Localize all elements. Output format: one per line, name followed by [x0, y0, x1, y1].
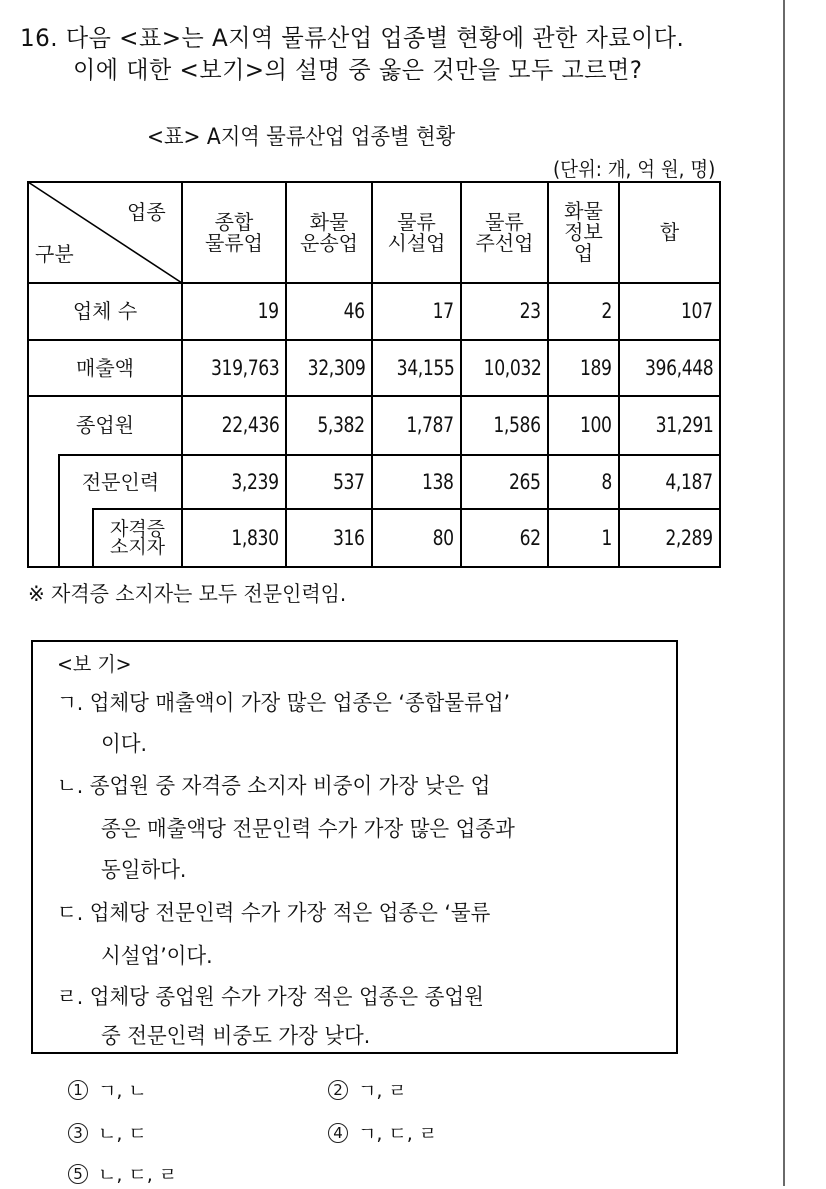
- row-label-professionals: 전문인력: [81, 469, 160, 494]
- cell: 22,436: [221, 413, 279, 438]
- question-number: 16.: [20, 24, 59, 52]
- cell: 2: [601, 299, 612, 324]
- row-label-certified: 자격증 소지자: [109, 517, 166, 558]
- choice-1[interactable]: [68, 1076, 147, 1103]
- col-header-freight-info: 화물 정보 업: [564, 199, 603, 265]
- bogi-statement-b-line1: ㄴ. 종업원 중 자격증 소지자 비중이 가장 낮은 업: [57, 774, 491, 799]
- cell: 537: [333, 469, 365, 494]
- table-footnote: ※ 자격증 소지자는 모두 전문인력임.: [28, 582, 347, 606]
- bogi-statement-b-line3: 동일하다.: [101, 858, 187, 883]
- cell: 138: [422, 469, 454, 494]
- choice-5[interactable]: [68, 1160, 177, 1187]
- cell: 32,309: [307, 355, 365, 380]
- col-header-freight-transport: 화물 운송업: [300, 209, 358, 255]
- bogi-statement-c-line2: 시설업’이다.: [101, 944, 213, 969]
- table-unit: (단위: 개, 억 원, 명): [553, 157, 716, 181]
- bogi-title: <보 기>: [57, 652, 132, 676]
- choice-text: ㄱ, ㄴ: [98, 1080, 147, 1102]
- cell: 23: [519, 299, 541, 324]
- cell: 1: [601, 525, 612, 550]
- bogi-statement-d-line2: 중 전문인력 비중도 가장 낮다.: [101, 1024, 371, 1049]
- choice-text: ㄴ, ㄷ: [98, 1123, 147, 1145]
- table-border-right: [719, 181, 721, 568]
- cell: 31,291: [655, 413, 713, 438]
- cell: 316: [333, 525, 365, 550]
- cell: 8: [601, 469, 612, 494]
- choice-number-icon: 5: [68, 1164, 88, 1184]
- question-stem-line1: [20, 18, 684, 53]
- cell: 5,382: [317, 413, 365, 438]
- col-header-logistics-forwarding: 물류 주선업: [475, 209, 534, 255]
- bogi-statement-c-line1: ㄷ. 업체당 전문인력 수가 가장 적은 업종은 ‘물류: [57, 901, 491, 926]
- bogi-statement-a-line1: ㄱ. 업체당 매출액이 가장 많은 업종은 ‘종합물류업’: [57, 691, 511, 716]
- choice-text: ㄱ, ㄷ, ㄹ: [358, 1123, 438, 1145]
- table-border-bottom: [27, 566, 721, 568]
- col-header-total: 합: [659, 220, 680, 244]
- data-table: [27, 181, 720, 567]
- cell: 396,448: [644, 355, 713, 380]
- col-header-logistics-facility: 물류 시설업: [387, 209, 446, 255]
- column-divider: [783, 0, 785, 1186]
- cell: 19: [257, 299, 279, 324]
- question-text-1: 다음 <표>는 A지역 물류산업 업종별 현황에 관한 자료이다.: [65, 24, 685, 52]
- row-label-companies: 업체 수: [72, 299, 138, 323]
- cell: 189: [580, 355, 612, 380]
- corner-label-category: 구분: [35, 241, 74, 266]
- corner-label-industry: 업종: [127, 199, 166, 224]
- choice-number-icon: 2: [328, 1080, 348, 1100]
- cell: 1,586: [493, 413, 541, 438]
- bogi-statement-d-line1: ㄹ. 업체당 종업원 수가 가장 적은 업종은 종업원: [57, 985, 484, 1010]
- cell: 17: [432, 299, 454, 324]
- table-title: <표> A지역 물류산업 업종별 현황: [147, 125, 456, 150]
- choice-text: ㄴ, ㄷ, ㄹ: [98, 1164, 178, 1186]
- bogi-statement-a-line2: 이다.: [101, 732, 147, 757]
- choice-number-icon: 4: [328, 1123, 348, 1143]
- cell: 1,830: [231, 525, 279, 550]
- cell: 62: [519, 525, 541, 550]
- choice-number-icon: 3: [68, 1123, 88, 1143]
- cell: 319,763: [210, 355, 279, 380]
- bogi-statement-b-line2: 종은 매출액당 전문인력 수가 가장 많은 업종과: [101, 817, 515, 842]
- cell: 3,239: [231, 469, 279, 494]
- row-label-sales: 매출액: [76, 355, 134, 380]
- choice-text: ㄱ, ㄹ: [358, 1080, 407, 1102]
- row-label-employees: 종업원: [76, 413, 134, 437]
- cell: 100: [580, 413, 612, 438]
- cell: 10,032: [483, 355, 541, 380]
- cell: 107: [681, 299, 713, 324]
- cell: 265: [509, 469, 541, 494]
- choice-3[interactable]: [68, 1119, 147, 1146]
- choice-4[interactable]: [328, 1119, 437, 1146]
- col-header-comprehensive-logistics: 종합 물류업: [205, 209, 263, 255]
- cell: 46: [343, 299, 365, 324]
- question-stem-line2: 이에 대한 <보기>의 설명 중 옳은 것만을 모두 고르면?: [73, 56, 643, 84]
- choice-2[interactable]: [328, 1076, 407, 1103]
- cell: 1,787: [406, 413, 454, 438]
- cell: 80: [432, 525, 454, 550]
- cell: 2,289: [665, 525, 713, 550]
- choice-number-icon: 1: [68, 1080, 88, 1100]
- cell: 34,155: [396, 355, 454, 380]
- cell: 4,187: [665, 469, 713, 494]
